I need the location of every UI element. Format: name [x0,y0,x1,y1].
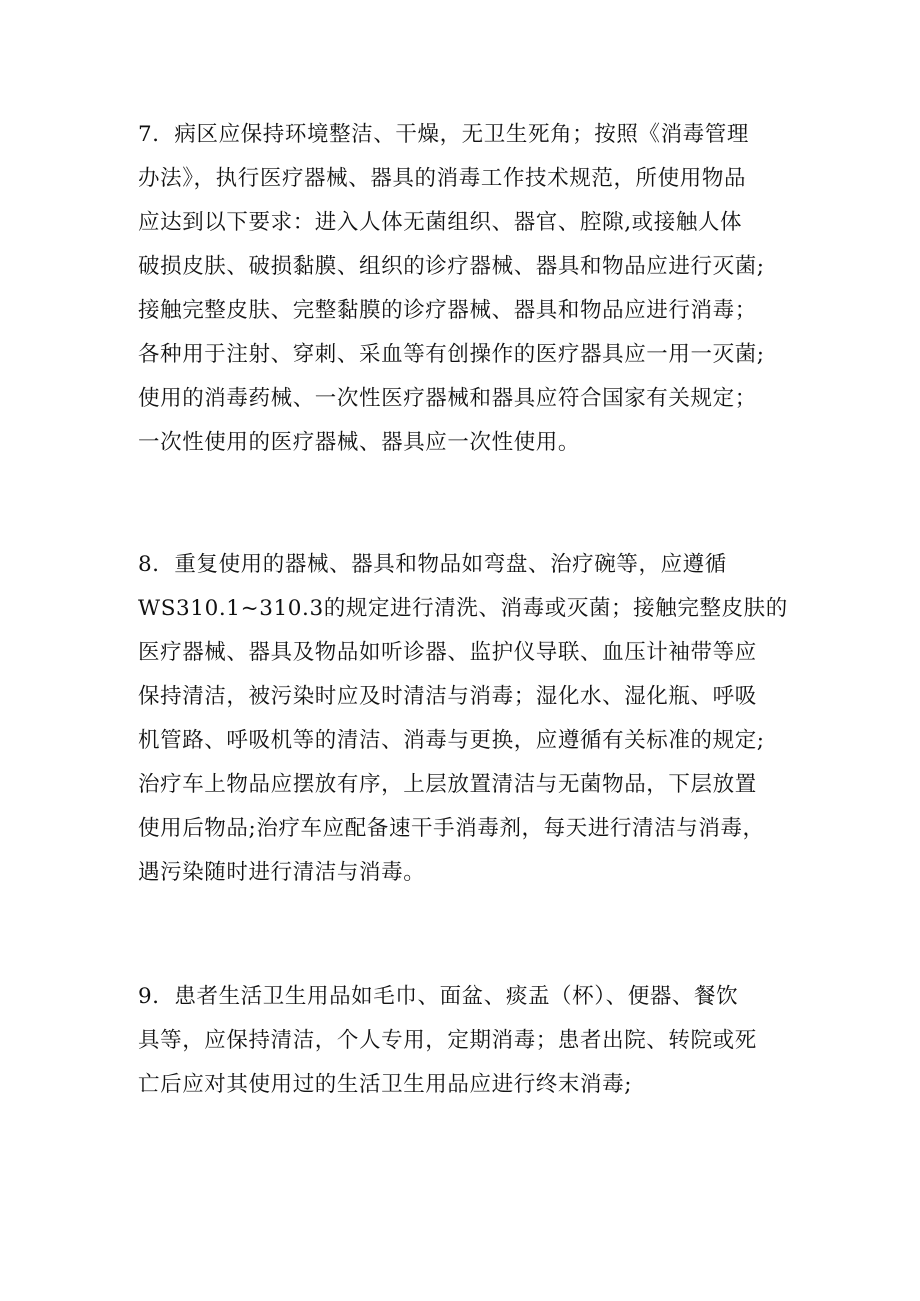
text-line: 亡后应对其使用过的生活卫生用品应进行终末消毒; [138,1072,633,1097]
text-line: 9．患者生活卫生用品如毛巾、面盆、痰盂（杯）、便器、餐饮 [138,984,739,1009]
paragraph-item-7 [138,113,798,465]
text-line: 医疗器械、器具及物品如听诊器、监护仪导联、血压计袖带等应 [138,640,757,665]
text-line: 保持清洁，被污染时应及时清洁与消毒；湿化水、湿化瓶、呼吸 [138,684,757,709]
text-line: 各种用于注射、穿刺、采血等有创操作的医疗器具应一用一灭菌; [138,342,765,367]
text-line: 8．重复使用的器械、器具和物品如弯盘、治疗碗等，应遵循 [138,552,727,577]
text-line: 接触完整皮肤、完整黏膜的诊疗器械、器具和物品应进行消毒； [138,298,757,323]
text-line: 使用的消毒药械、一次性医疗器械和器具应符合国家有关规定； [138,386,757,411]
text-line: 7．病区应保持环境整洁、干燥，无卫生死角；按照《消毒管理 [138,122,749,147]
text-line: 一次性使用的医疗器械、器具应一次性使用。 [138,430,581,455]
text-line: WS310.1~310.3的规定进行清洗、消毒或灭菌；接触完整皮肤的 [138,596,788,621]
text-line: 治疗车上物品应摆放有序，上层放置清洁与无菌物品，下层放置 [138,772,757,797]
text-line: 遇污染随时进行清洁与消毒。 [138,860,426,885]
paragraph-item-8 [138,543,798,895]
text-line: 办法》，执行医疗器械、器具的消毒工作技术规范，所使用物品 [138,166,747,191]
text-line: 破损皮肤、破损黏膜、组织的诊疗器械、器具和物品应进行灭菌; [138,254,765,279]
text-line: 具等，应保持清洁，个人专用，定期消毒；患者出院、转院或死 [138,1028,757,1053]
paragraph-item-9 [138,975,798,1107]
text-line: 应达到以下要求：进入人体无菌组织、器官、腔隙,或接触人体 [138,210,743,235]
text-line: 机管路、呼吸机等的清洁、消毒与更换，应遵循有关标准的规定; [138,728,765,753]
text-line: 使用后物品;治疗车应配备速干手消毒剂，每天进行清洁与消毒， [138,816,765,841]
